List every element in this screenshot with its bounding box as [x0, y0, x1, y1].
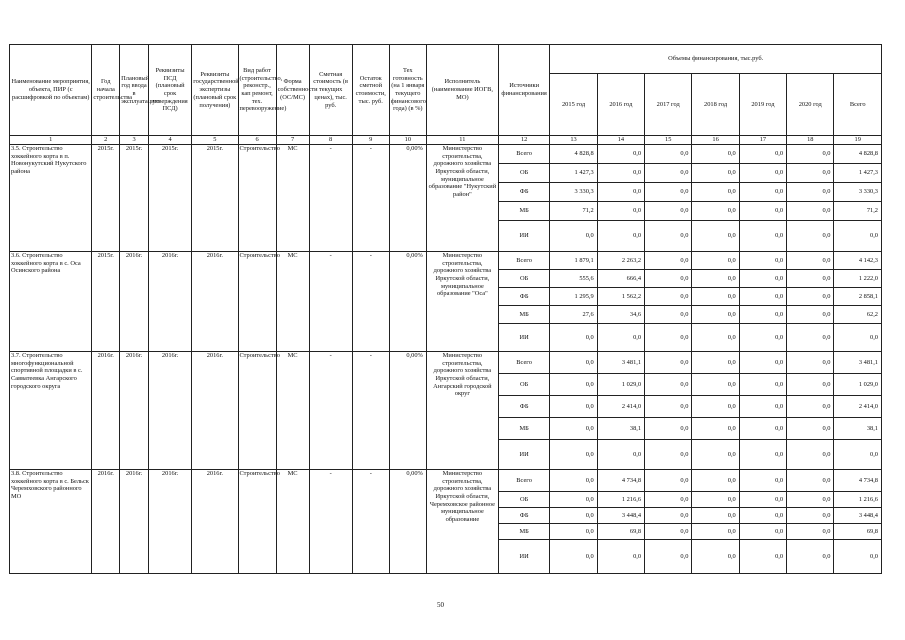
- header-start-year: Год начала строительства: [92, 45, 120, 136]
- funding-year-value: 0,0: [739, 440, 786, 470]
- funding-year-value: 0,0: [550, 418, 597, 440]
- remainder-cost: -: [352, 352, 389, 470]
- funding-year-value: 0,0: [692, 164, 739, 183]
- column-number: 14: [597, 136, 644, 145]
- column-number: 4: [148, 136, 191, 145]
- funding-year-value: 0,0: [692, 145, 739, 164]
- psd-date: 2015г.: [148, 145, 191, 252]
- column-number: 6: [238, 136, 276, 145]
- funding-year-value: 0,0: [739, 540, 786, 574]
- expertise-date: 2015г.: [192, 145, 238, 252]
- funding-year-value: 0,0: [645, 164, 692, 183]
- funding-year-value: 0,0: [550, 508, 597, 524]
- work-type: Строительство: [238, 145, 276, 252]
- start-year: 2015г.: [92, 145, 120, 252]
- ownership-form: МС: [276, 470, 309, 574]
- work-type: Строительство: [238, 470, 276, 574]
- header-funding-group: Объемы финансирования, тыс.руб.: [550, 45, 882, 74]
- column-number: 1: [10, 136, 92, 145]
- funding-source: ИИ: [498, 540, 549, 574]
- funding-year-value: 0,0: [787, 145, 834, 164]
- funding-year-value: 0,0: [787, 470, 834, 492]
- funding-year-value: 555,6: [550, 270, 597, 288]
- funding-year-value: 0,0: [739, 324, 786, 352]
- funding-total: 3 330,3: [834, 183, 882, 202]
- column-number: 17: [739, 136, 786, 145]
- funding-year-value: 3 481,1: [597, 352, 644, 374]
- funding-year-value: 0,0: [645, 183, 692, 202]
- funding-year-value: 0,0: [787, 524, 834, 540]
- funding-year-value: 0,0: [645, 470, 692, 492]
- funding-year-value: 1 295,9: [550, 288, 597, 306]
- funding-year-value: 0,0: [739, 270, 786, 288]
- funding-year-value: 0,0: [692, 270, 739, 288]
- funding-source: ОБ: [498, 492, 549, 508]
- funding-year-value: 0,0: [739, 396, 786, 418]
- funding-year-value: 0,0: [645, 270, 692, 288]
- funding-year-value: 0,0: [645, 352, 692, 374]
- funding-year-value: 0,0: [739, 352, 786, 374]
- funding-total: 1 029,0: [834, 374, 882, 396]
- funding-year-value: 0,0: [692, 202, 739, 221]
- commission-year: 2016г.: [120, 470, 149, 574]
- funding-year-value: 2 414,0: [597, 396, 644, 418]
- funding-source: ОБ: [498, 164, 549, 183]
- funding-total: 3 481,1: [834, 352, 882, 374]
- readiness-percent: 0,00%: [389, 352, 426, 470]
- header-commission-year: Плановый год ввода в эксплуатацию: [120, 45, 149, 136]
- funding-year-value: 0,0: [692, 508, 739, 524]
- psd-date: 2016г.: [148, 470, 191, 574]
- header-year-2016: 2016 год: [597, 74, 644, 136]
- funding-source: МБ: [498, 202, 549, 221]
- funding-year-value: 2 263,2: [597, 252, 644, 270]
- funding-year-value: 4 828,8: [550, 145, 597, 164]
- funding-year-value: 38,1: [597, 418, 644, 440]
- funding-year-value: 0,0: [739, 183, 786, 202]
- funding-year-value: 0,0: [597, 202, 644, 221]
- funding-year-value: 0,0: [645, 202, 692, 221]
- column-number: 11: [426, 136, 498, 145]
- funding-total: 69,8: [834, 524, 882, 540]
- object-name: 3.7. Строительство многофункциональной спортивной площадки в с. Савватеевка Ангарского городского округа: [10, 352, 92, 470]
- expertise-date: 2016г.: [192, 352, 238, 470]
- ownership-form: МС: [276, 352, 309, 470]
- funding-year-value: 0,0: [550, 470, 597, 492]
- funding-year-value: 1 879,1: [550, 252, 597, 270]
- funding-year-value: 0,0: [787, 202, 834, 221]
- funding-source: ИИ: [498, 221, 549, 252]
- funding-year-value: 0,0: [692, 524, 739, 540]
- funding-year-value: 0,0: [550, 324, 597, 352]
- funding-year-value: 71,2: [550, 202, 597, 221]
- funding-year-value: 0,0: [645, 221, 692, 252]
- funding-total: 0,0: [834, 221, 882, 252]
- funding-year-value: 0,0: [787, 164, 834, 183]
- funding-total: 4 142,3: [834, 252, 882, 270]
- funding-year-value: 0,0: [692, 183, 739, 202]
- column-number: 7: [276, 136, 309, 145]
- estimate-cost: -: [309, 352, 352, 470]
- column-number: 18: [787, 136, 834, 145]
- executor: Министерство строительства, дорожного хозяйства Иркутской области, муниципальное образование "Нукутский район": [426, 145, 498, 252]
- header-expertise: Реквизиты государственной экспертизы (плановый срок получения): [192, 45, 238, 136]
- funding-source: МБ: [498, 418, 549, 440]
- funding-source: ФБ: [498, 288, 549, 306]
- funding-year-value: 34,6: [597, 306, 644, 324]
- funding-year-value: 4 734,8: [597, 470, 644, 492]
- expertise-date: 2016г.: [192, 470, 238, 574]
- start-year: 2015г.: [92, 252, 120, 352]
- column-number: 5: [192, 136, 238, 145]
- funding-year-value: 1 029,0: [597, 374, 644, 396]
- table-row: [10, 145, 882, 164]
- table-row: [10, 252, 882, 270]
- funding-year-value: 0,0: [597, 183, 644, 202]
- funding-year-value: 0,0: [787, 270, 834, 288]
- funding-total: 71,2: [834, 202, 882, 221]
- work-type: Строительство: [238, 352, 276, 470]
- funding-year-value: 0,0: [692, 374, 739, 396]
- header-year-2015: 2015 год: [550, 74, 597, 136]
- funding-year-value: 0,0: [787, 508, 834, 524]
- commission-year: 2016г.: [120, 252, 149, 352]
- funding-year-value: 0,0: [597, 540, 644, 574]
- column-number: 10: [389, 136, 426, 145]
- funding-year-value: 0,0: [739, 252, 786, 270]
- funding-year-value: 0,0: [692, 396, 739, 418]
- funding-year-value: 0,0: [787, 183, 834, 202]
- header-year-2017: 2017 год: [645, 74, 692, 136]
- header-funding-sources: Источники финансирования: [498, 45, 549, 136]
- start-year: 2016г.: [92, 470, 120, 574]
- funding-year-value: 0,0: [787, 492, 834, 508]
- column-number: 2: [92, 136, 120, 145]
- funding-year-value: 0,0: [739, 524, 786, 540]
- header-readiness: Тех готовность (на 1 января текущего финансового года) (в %): [389, 45, 426, 136]
- header-year-2019: 2019 год: [739, 74, 786, 136]
- funding-table: [9, 44, 882, 574]
- header-year-2020: 2020 год: [787, 74, 834, 136]
- funding-total: 4 828,8: [834, 145, 882, 164]
- funding-year-value: 0,0: [597, 164, 644, 183]
- column-number: 8: [309, 136, 352, 145]
- object-name: 3.5. Строительство хоккейного корта в п. Новонукутский Нукутского района: [10, 145, 92, 252]
- funding-year-value: 0,0: [692, 492, 739, 508]
- remainder-cost: -: [352, 252, 389, 352]
- funding-year-value: 0,0: [550, 374, 597, 396]
- funding-year-value: 0,0: [739, 374, 786, 396]
- ownership-form: МС: [276, 252, 309, 352]
- funding-year-value: 0,0: [787, 374, 834, 396]
- start-year: 2016г.: [92, 352, 120, 470]
- ownership-form: МС: [276, 145, 309, 252]
- funding-year-value: 0,0: [739, 492, 786, 508]
- readiness-percent: 0,00%: [389, 145, 426, 252]
- header-ownership: Форма собственности (ОС/МС): [276, 45, 309, 136]
- funding-year-value: 0,0: [787, 440, 834, 470]
- funding-year-value: 0,0: [787, 324, 834, 352]
- funding-year-value: 0,0: [597, 440, 644, 470]
- funding-total: 0,0: [834, 440, 882, 470]
- header-total: Всего: [834, 74, 882, 136]
- funding-year-value: 0,0: [550, 352, 597, 374]
- funding-total: 1 222,0: [834, 270, 882, 288]
- header-remainder: Остаток сметной стоимости, тыс. руб.: [352, 45, 389, 136]
- funding-year-value: 0,0: [597, 324, 644, 352]
- funding-total: 2 858,1: [834, 288, 882, 306]
- funding-total: 0,0: [834, 540, 882, 574]
- estimate-cost: -: [309, 252, 352, 352]
- funding-year-value: 0,0: [645, 145, 692, 164]
- funding-source: ИИ: [498, 324, 549, 352]
- funding-total: 62,2: [834, 306, 882, 324]
- funding-source: ФБ: [498, 396, 549, 418]
- funding-year-value: 27,6: [550, 306, 597, 324]
- funding-year-value: 0,0: [550, 221, 597, 252]
- remainder-cost: -: [352, 470, 389, 574]
- commission-year: 2016г.: [120, 352, 149, 470]
- work-type: Строительство: [238, 252, 276, 352]
- funding-year-value: 3 448,4: [597, 508, 644, 524]
- funding-year-value: 0,0: [645, 374, 692, 396]
- executor: Министерство строительства, дорожного хозяйства Иркутской области, Черемховское районное муниципальное образование: [426, 470, 498, 574]
- column-number: 19: [834, 136, 882, 145]
- funding-year-value: 0,0: [787, 306, 834, 324]
- header-row-top: [10, 45, 882, 74]
- funding-year-value: 0,0: [739, 202, 786, 221]
- funding-total: 38,1: [834, 418, 882, 440]
- funding-year-value: 0,0: [550, 396, 597, 418]
- executor: Министерство строительства, дорожного хозяйства Иркутской области, Ангарский городской округ: [426, 352, 498, 470]
- funding-year-value: 0,0: [692, 324, 739, 352]
- funding-year-value: 0,0: [787, 288, 834, 306]
- funding-year-value: 0,0: [645, 306, 692, 324]
- funding-source: МБ: [498, 306, 549, 324]
- funding-source: ИИ: [498, 440, 549, 470]
- funding-year-value: 0,0: [739, 418, 786, 440]
- executor: Министерство строительства, дорожного хозяйства Иркутской области, муниципальное образование "Оса": [426, 252, 498, 352]
- funding-year-value: 0,0: [739, 306, 786, 324]
- funding-year-value: 0,0: [645, 440, 692, 470]
- funding-year-value: 0,0: [645, 324, 692, 352]
- funding-year-value: 0,0: [692, 540, 739, 574]
- column-number: 12: [498, 136, 549, 145]
- funding-year-value: 0,0: [739, 145, 786, 164]
- column-numbers-row: [10, 136, 882, 145]
- column-number: 13: [550, 136, 597, 145]
- funding-year-value: 0,0: [597, 221, 644, 252]
- funding-year-value: 0,0: [787, 252, 834, 270]
- funding-year-value: 0,0: [550, 492, 597, 508]
- page-number: 50: [437, 601, 444, 609]
- funding-year-value: 69,8: [597, 524, 644, 540]
- table-row: [10, 352, 882, 374]
- funding-total: 2 414,0: [834, 396, 882, 418]
- header-year-2018: 2018 год: [692, 74, 739, 136]
- funding-year-value: 0,0: [645, 492, 692, 508]
- funding-source: Всего: [498, 352, 549, 374]
- header-estimate: Сметная стоимость (в текущих ценах), тыс. руб.: [309, 45, 352, 136]
- funding-year-value: 666,4: [597, 270, 644, 288]
- funding-year-value: 0,0: [645, 524, 692, 540]
- funding-year-value: 0,0: [787, 396, 834, 418]
- funding-year-value: 0,0: [645, 252, 692, 270]
- funding-year-value: 0,0: [645, 540, 692, 574]
- column-number: 15: [645, 136, 692, 145]
- funding-year-value: 0,0: [739, 164, 786, 183]
- readiness-percent: 0,00%: [389, 252, 426, 352]
- funding-year-value: 1 562,2: [597, 288, 644, 306]
- funding-source: МБ: [498, 524, 549, 540]
- funding-year-value: 0,0: [692, 306, 739, 324]
- funding-year-value: 0,0: [692, 440, 739, 470]
- funding-year-value: 0,0: [645, 418, 692, 440]
- funding-source: ФБ: [498, 508, 549, 524]
- funding-source: Всего: [498, 252, 549, 270]
- funding-year-value: 3 330,3: [550, 183, 597, 202]
- funding-source: ОБ: [498, 270, 549, 288]
- readiness-percent: 0,00%: [389, 470, 426, 574]
- funding-year-value: 1 427,3: [550, 164, 597, 183]
- estimate-cost: -: [309, 470, 352, 574]
- funding-year-value: 0,0: [550, 524, 597, 540]
- funding-year-value: 1 216,6: [597, 492, 644, 508]
- funding-year-value: 0,0: [645, 288, 692, 306]
- remainder-cost: -: [352, 145, 389, 252]
- table-row: [10, 470, 882, 492]
- funding-source: Всего: [498, 470, 549, 492]
- funding-total: 4 734,8: [834, 470, 882, 492]
- column-number: 16: [692, 136, 739, 145]
- psd-date: 2016г.: [148, 252, 191, 352]
- funding-total: 3 448,4: [834, 508, 882, 524]
- header-work-type: Вид работ (строительство, реконстр., кап ремонт, тех. перевооружение): [238, 45, 276, 136]
- expertise-date: 2016г.: [192, 252, 238, 352]
- funding-source: Всего: [498, 145, 549, 164]
- funding-year-value: 0,0: [550, 540, 597, 574]
- funding-year-value: 0,0: [645, 508, 692, 524]
- funding-year-value: 0,0: [692, 352, 739, 374]
- funding-source: ОБ: [498, 374, 549, 396]
- funding-source: ФБ: [498, 183, 549, 202]
- funding-total: 0,0: [834, 324, 882, 352]
- funding-year-value: 0,0: [597, 145, 644, 164]
- funding-year-value: 0,0: [692, 288, 739, 306]
- estimate-cost: -: [309, 145, 352, 252]
- funding-year-value: 0,0: [692, 470, 739, 492]
- header-name: Наименование мероприятия, объекта, ПИР (с расшифровкой по объектам): [10, 45, 92, 136]
- header-executor: Исполнитель (наименование ИОГВ, МО): [426, 45, 498, 136]
- funding-year-value: 0,0: [645, 396, 692, 418]
- funding-year-value: 0,0: [787, 540, 834, 574]
- funding-year-value: 0,0: [692, 418, 739, 440]
- funding-year-value: 0,0: [550, 440, 597, 470]
- psd-date: 2016г.: [148, 352, 191, 470]
- funding-year-value: 0,0: [739, 221, 786, 252]
- funding-year-value: 0,0: [787, 418, 834, 440]
- funding-year-value: 0,0: [787, 221, 834, 252]
- funding-total: 1 427,3: [834, 164, 882, 183]
- funding-year-value: 0,0: [739, 508, 786, 524]
- funding-year-value: 0,0: [692, 221, 739, 252]
- column-number: 3: [120, 136, 149, 145]
- column-number: 9: [352, 136, 389, 145]
- funding-year-value: 0,0: [739, 288, 786, 306]
- funding-year-value: 0,0: [787, 352, 834, 374]
- header-psd: Реквизиты ПСД (плановый срок утверждения ПСД): [148, 45, 191, 136]
- object-name: 3.8. Строительство хоккейного корта в с. Бельск Черемховского районного МО: [10, 470, 92, 574]
- commission-year: 2015г.: [120, 145, 149, 252]
- object-name: 3.6. Строительство хоккейного корта в с. Оса Осинского района: [10, 252, 92, 352]
- funding-year-value: 0,0: [739, 470, 786, 492]
- funding-total: 1 216,6: [834, 492, 882, 508]
- funding-year-value: 0,0: [692, 252, 739, 270]
